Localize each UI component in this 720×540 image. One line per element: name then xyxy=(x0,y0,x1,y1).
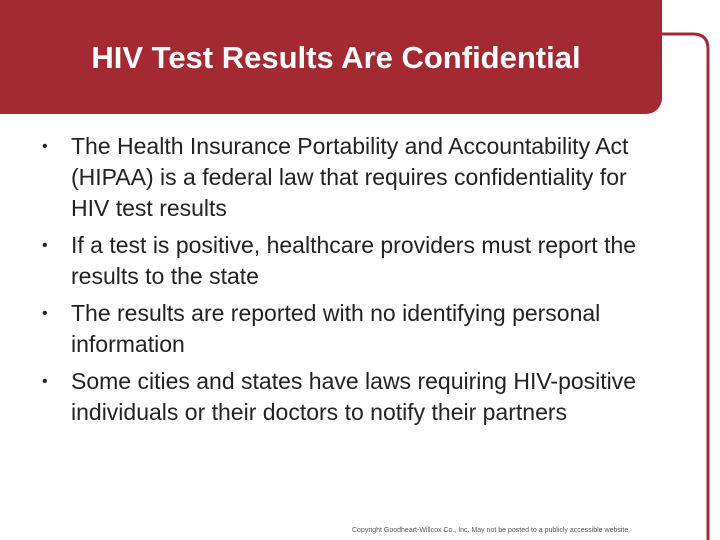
bullet-item xyxy=(42,298,642,360)
bullet-text: If a test is positive, healthcare providers must report the results to the state xyxy=(71,232,637,289)
bullet-text: The Health Insurance Portability and Accountability Act (HIPAA) is a federal law that requires confidentiality for HIV test results xyxy=(71,133,629,221)
bullet-list xyxy=(42,131,642,434)
slide-title: HIV Test Results Are Confidential xyxy=(91,40,581,75)
bullet-dot: • xyxy=(42,237,48,254)
bullet-text: The results are reported with no identifying personal information xyxy=(71,300,601,357)
bullet-item xyxy=(42,131,642,224)
bullet-dot: • xyxy=(42,305,48,322)
bullet-text: Some cities and states have laws requiring HIV-positive individuals or their doctors to notify their partners xyxy=(71,368,637,425)
copyright-footer: Copyright Goodheart-Willcox Co., Inc. May not be posted to a publicly accessible website. xyxy=(352,527,631,534)
bullet-dot: • xyxy=(42,138,48,155)
bullet-dot: • xyxy=(42,373,48,390)
bullet-item xyxy=(42,230,642,292)
bullet-item xyxy=(42,366,642,428)
